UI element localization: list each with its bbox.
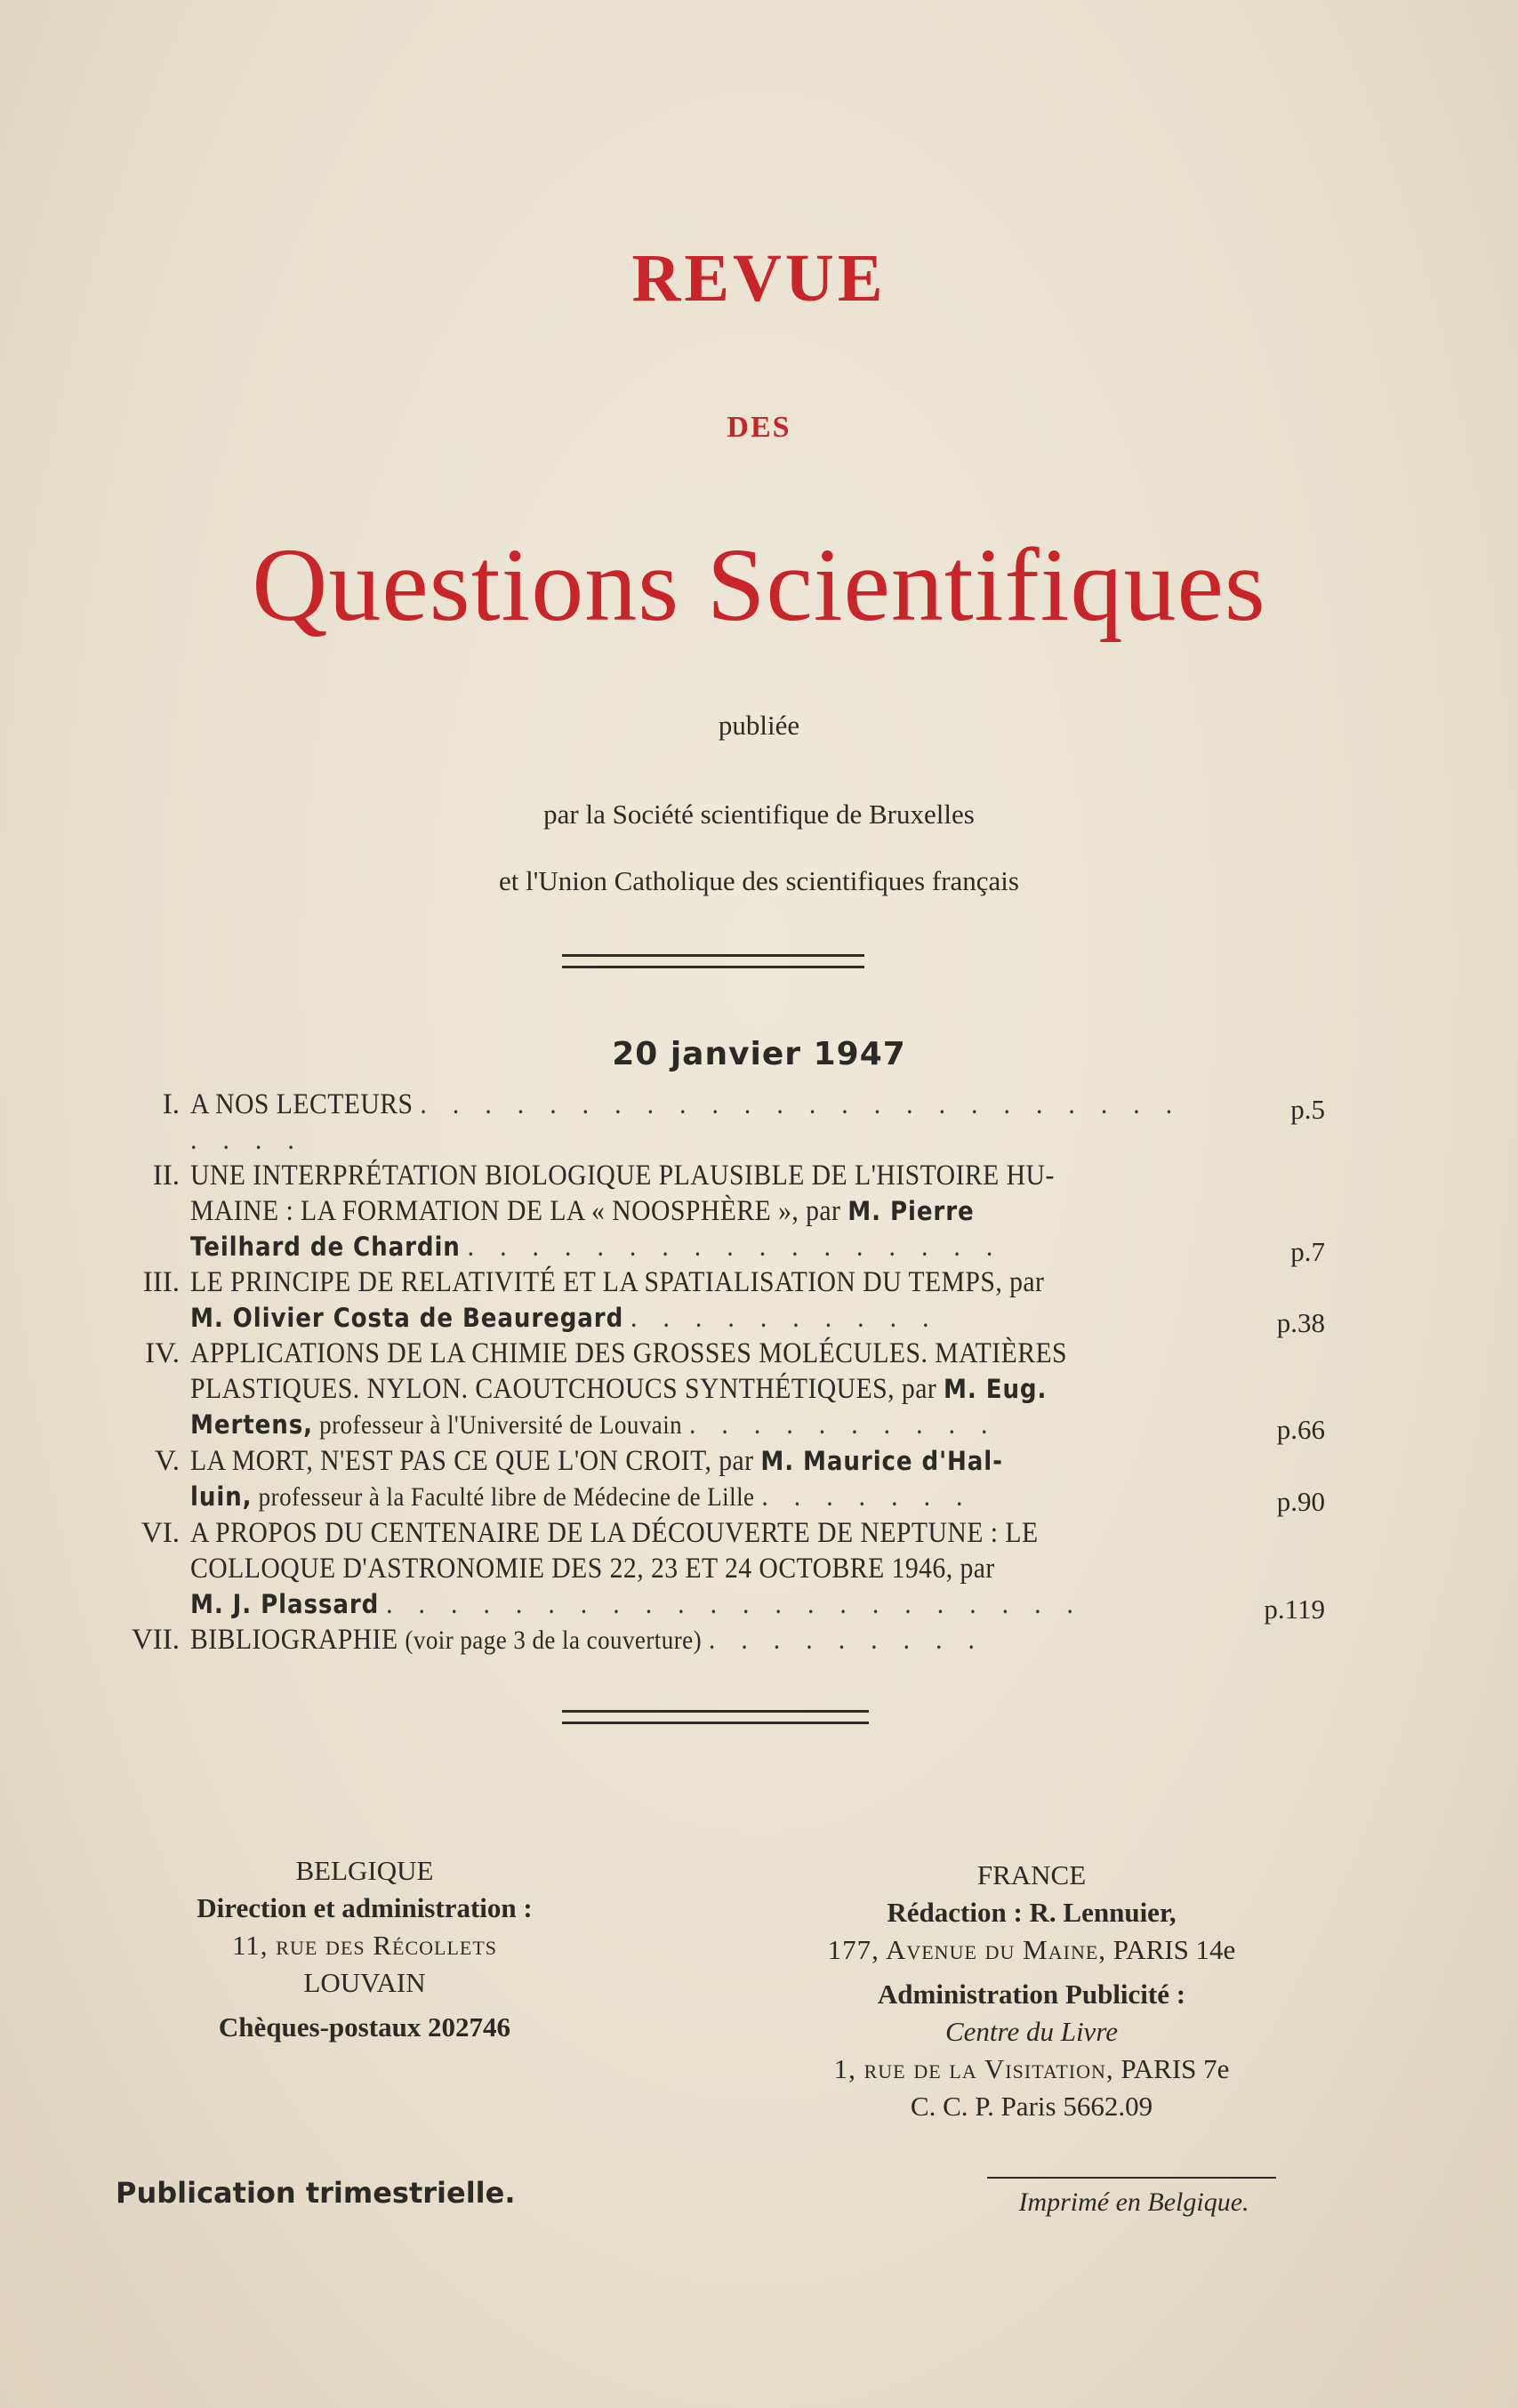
toc-line-text: PLASTIQUES. NYLON. CAOUTCHOUCS SYNTHÉTIQUES, par [190, 1373, 944, 1405]
toc-line-tail: professeur à la Faculté libre de Médecine de Lille [252, 1482, 755, 1512]
toc-author: M. Olivier Costa de Beauregard [190, 1303, 624, 1333]
toc-leader-dots: . . . . . . . . . . . . . . . . . [467, 1231, 1003, 1263]
france-admin-address [729, 2051, 1334, 2088]
toc-entry-line [190, 1407, 1183, 1443]
toc-line-text: LA MORT, N'EST PAS CE QUE L'ON CROIT, par [190, 1445, 761, 1477]
toc-entry-line [190, 1551, 1183, 1586]
toc-leader-dots: . . . . . . . . . . . . . . . . . . . . . . [386, 1588, 1083, 1620]
france-administration-label: Administration Publicité : [877, 1979, 1186, 2010]
toc-entry [116, 1158, 1325, 1267]
belgique-direction-label: Direction et administration : [197, 1892, 533, 1923]
toc-entry-line [190, 1586, 1183, 1622]
belgique-city: LOUVAIN [303, 1967, 426, 1998]
toc-leader-dots: . . . . . . . [761, 1481, 973, 1513]
toc-leader-dots: . . . . . . . . . [708, 1624, 984, 1656]
toc-entry [116, 1622, 1325, 1658]
toc-page-number: p.38 [1276, 1307, 1325, 1338]
france-address-block [729, 1857, 1334, 2125]
table-of-contents [116, 1087, 1325, 1658]
toc-entry-title [190, 1264, 1183, 1336]
toc-entry-number: II. [152, 1160, 180, 1192]
toc-leader-dots: . . . . . . . . . . . . . . . . . . . . . . . . . . . . [190, 1088, 1182, 1156]
toc-entry-number: VI. [141, 1517, 180, 1549]
toc-author: M. Pierre [847, 1196, 975, 1226]
toc-entry-line [190, 1371, 1183, 1407]
publication-frequency: Publication trimestrielle. [116, 2176, 516, 2210]
toc-entry [116, 1515, 1325, 1625]
toc-page-number: p.7 [1290, 1236, 1325, 1267]
toc-entry-title [190, 1443, 1183, 1515]
toc-line-text: COLLOQUE D'ASTRONOMIE DES 22, 23 ET 24 OCTOBRE 1946, par [190, 1553, 995, 1585]
toc-line-text: BIBLIOGRAPHIE [190, 1624, 406, 1656]
france-centre-du-livre: Centre du Livre [944, 2016, 1118, 2047]
france-admin-street: 1, rue de la Visitation, [833, 2053, 1114, 2084]
toc-entry-line [190, 1087, 1183, 1158]
toc-entry [116, 1264, 1325, 1336]
toc-entry-number: V. [155, 1445, 180, 1477]
belgique-street-address: 11, rue des Récollets [231, 1930, 498, 1961]
toc-page-number: p.90 [1276, 1486, 1325, 1517]
toc-entry-number: I. [162, 1088, 180, 1120]
publisher-intro: publiée [718, 710, 800, 741]
toc-leader-dots: . . . . . . . . . . [688, 1409, 998, 1441]
journal-title-revue: REVUE [631, 241, 887, 316]
belgique-address-block [116, 1852, 614, 2046]
printed-in-belgium: Imprimé en Belgique. [1018, 2187, 1249, 2217]
toc-entry-line [190, 1158, 1183, 1193]
toc-entry-line [190, 1264, 1183, 1300]
france-redaction-city: PARIS 14e [1106, 1934, 1236, 1965]
toc-author: M. J. Plassard [190, 1589, 380, 1619]
toc-entry-number: III. [142, 1266, 180, 1298]
france-redaction-address [729, 1931, 1334, 1969]
toc-entry-title [190, 1336, 1183, 1443]
toc-line-text: UNE INTERPRÉTATION BIOLOGIQUE PLAUSIBLE DE L'HISTOIRE HU- [190, 1160, 1055, 1192]
toc-line-text: LE PRINCIPE DE RELATIVITÉ ET LA SPATIALISATION DU TEMPS, par [190, 1266, 1045, 1298]
toc-entry-title [190, 1158, 1183, 1264]
toc-entry-line [190, 1622, 1183, 1658]
journal-title-main: Questions Scientifiques [252, 526, 1266, 643]
toc-entry [116, 1087, 1325, 1158]
belgique-heading: BELGIQUE [295, 1855, 434, 1886]
toc-page-number: p.5 [1290, 1094, 1325, 1125]
publisher-union: et l'Union Catholique des scientifiques français [499, 865, 1019, 896]
toc-entry-number: IV. [145, 1337, 180, 1369]
toc-entry-line [190, 1336, 1183, 1371]
issue-date: 20 janvier 1947 [612, 1036, 906, 1072]
toc-entry [116, 1336, 1325, 1443]
toc-leader-dots: . . . . . . . . . . [630, 1302, 939, 1334]
toc-entry-line [190, 1193, 1183, 1229]
toc-line-text: A NOS LECTEURS [190, 1088, 414, 1120]
france-heading: FRANCE [976, 1859, 1087, 1890]
toc-line-tail: (voir page 3 de la couverture) [405, 1625, 703, 1655]
imprint-rule [987, 2177, 1276, 2179]
toc-page-number: p.119 [1264, 1593, 1325, 1625]
double-rule-divider [562, 954, 864, 968]
toc-entry-number: VII. [131, 1624, 180, 1656]
toc-line-tail: professeur à l'Université de Louvain [312, 1410, 683, 1440]
toc-author: M. Maurice d'Hal- [760, 1446, 1003, 1476]
france-redaction-street: 177, Avenue du Maine, [827, 1934, 1107, 1965]
toc-page-number: p.66 [1276, 1414, 1325, 1445]
toc-line-text: APPLICATIONS DE LA CHIMIE DES GROSSES MOLÉCULES. MATIÈRES [190, 1337, 1068, 1369]
toc-entry-title [190, 1515, 1183, 1622]
toc-entry-title [190, 1087, 1183, 1158]
toc-line-text: A PROPOS DU CENTENAIRE DE LA DÉCOUVERTE DE NEPTUNE : LE [190, 1517, 1039, 1549]
toc-author: luin, [190, 1481, 253, 1512]
publisher-society: par la Société scientifique de Bruxelles [543, 799, 975, 830]
toc-entry [116, 1443, 1325, 1515]
toc-entry-title [190, 1622, 1183, 1658]
france-postal-account: C. C. P. Paris 5662.09 [910, 2091, 1153, 2122]
france-admin-city: PARIS 7e [1113, 2053, 1230, 2084]
toc-line-text: MAINE : LA FORMATION DE LA « NOOSPHÈRE », par [190, 1195, 848, 1227]
toc-entry-line [190, 1443, 1183, 1479]
toc-author: Teilhard de Chardin [190, 1232, 461, 1262]
france-redaction: Rédaction : R. Lennuier, [887, 1897, 1177, 1928]
toc-entry-line [190, 1515, 1183, 1551]
toc-entry-line [190, 1300, 1183, 1336]
toc-author: M. Eug. [944, 1374, 1048, 1404]
belgique-postal-cheques: Chèques-postaux 202746 [218, 2011, 511, 2043]
journal-title-des: DES [727, 411, 791, 444]
double-rule-divider [562, 1710, 869, 1724]
toc-author: Mertens, [190, 1409, 313, 1440]
toc-entry-line [190, 1229, 1183, 1264]
toc-entry-line [190, 1479, 1183, 1515]
